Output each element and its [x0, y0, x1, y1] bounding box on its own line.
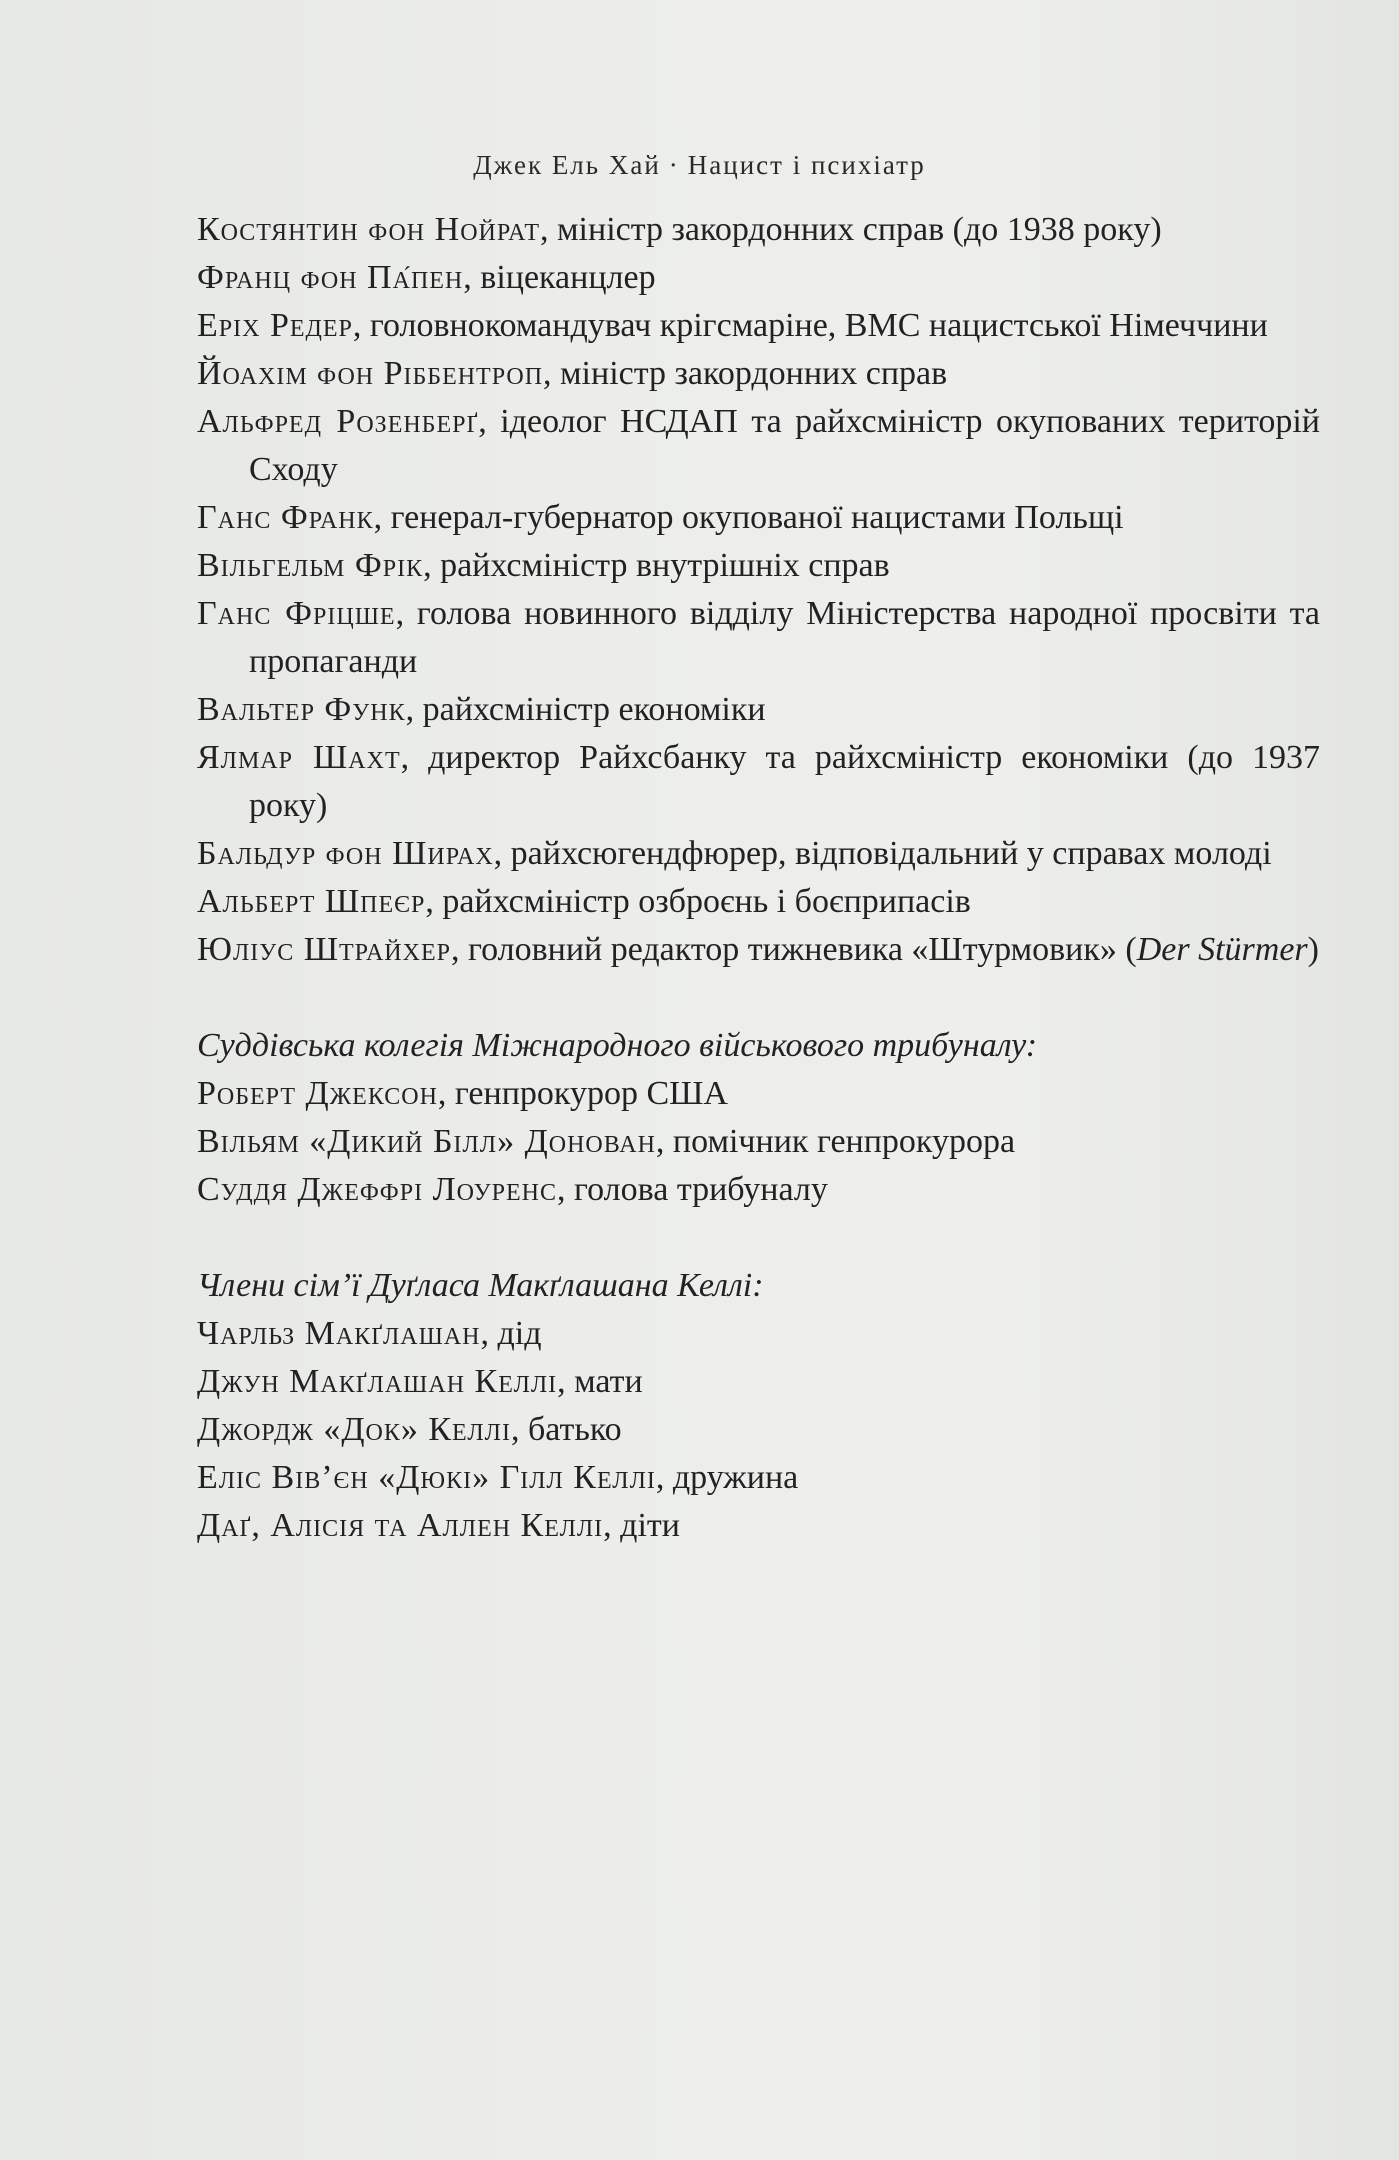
list-item: [197, 1406, 1320, 1454]
running-head-separator: ·: [668, 150, 680, 180]
person-description: , голова трибуналу: [557, 1171, 828, 1208]
person-description: , генпрокурор США: [437, 1075, 728, 1112]
person-name: Даґ, Алісія та Аллен Келлі: [197, 1507, 604, 1544]
person-name: Джун Макґлашан Келлі: [197, 1363, 558, 1400]
person-description: , райхсміністр внутрішніх справ: [423, 547, 890, 584]
list-item: [197, 1358, 1320, 1406]
list-item: [197, 302, 1320, 350]
person-description: , райхсюгендфюрер, відповідальний у справах молоді: [493, 835, 1272, 872]
person-description: , діти: [603, 1507, 680, 1544]
person-name: Вільгельм Фрік: [197, 547, 424, 584]
person-description-tail: ): [1307, 931, 1319, 968]
list-item: [197, 1118, 1320, 1166]
person-description: , помічник генпрокурора: [655, 1123, 1016, 1160]
person-name: Альфред Розенберґ: [197, 403, 479, 440]
person-description: , головнокомандувач крігсмаріне, ВМС нацистської Німеччини: [352, 307, 1268, 344]
list-item: [197, 1070, 1320, 1118]
person-name: Вальтер Функ: [197, 691, 406, 728]
person-name: Ганс Франк: [197, 499, 374, 536]
defendants-list: [197, 206, 1320, 974]
person-description: , генерал-губернатор окупованої нацистами Польщі: [373, 499, 1124, 536]
list-item: [197, 1454, 1320, 1502]
family-section: [197, 1262, 1320, 1550]
list-item: [197, 494, 1320, 542]
person-description: , головний редактор тижневика «Штурмовик» (: [450, 931, 1137, 968]
person-name: Альберт Шпеєр: [197, 883, 426, 920]
person-description: , директор Райхсбанку та райхсміністр економіки (до 1937 року): [249, 739, 1320, 824]
person-description: , дід: [480, 1315, 542, 1352]
list-item: [197, 1310, 1320, 1358]
list-item: [197, 254, 1320, 302]
person-name: Еріх Редер: [197, 307, 353, 344]
person-name: Франц фон Па́пен: [197, 259, 464, 296]
section-gap: [197, 1214, 1320, 1262]
list-item: [197, 686, 1320, 734]
person-description: , райхсміністр озброєнь і боєприпасів: [425, 883, 971, 920]
person-name: Вільям «Дикий Білл» Донован: [197, 1123, 656, 1160]
person-description: , батько: [510, 1411, 622, 1448]
person-name: Ганс Фріцше: [197, 595, 396, 632]
list-item: [197, 926, 1320, 974]
person-name: Йоахім фон Ріббентроп: [197, 355, 544, 392]
person-name: Чарльз Макґлашан: [197, 1315, 481, 1352]
person-description: , голова новинного відділу Міністерства народної просвіти та пропаганди: [249, 595, 1321, 680]
list-item: [197, 590, 1320, 686]
list-item: [197, 830, 1320, 878]
person-description: , ідеолог НСДАП та райхсміністр окупованих територій Сходу: [249, 403, 1320, 488]
list-item: [197, 350, 1320, 398]
section-heading: Суддівська колегія Міжнародного військового трибуналу:: [197, 1027, 1038, 1064]
list-item: [197, 734, 1320, 830]
running-head: [0, 150, 1399, 181]
list-item: [197, 878, 1320, 926]
tribunal-section: [197, 1022, 1320, 1214]
list-item: [197, 398, 1320, 494]
running-head-title: Нацист і психіатр: [687, 150, 926, 180]
person-description: , дружина: [655, 1459, 799, 1496]
list-item: [197, 542, 1320, 590]
list-item: [197, 206, 1320, 254]
person-name: Еліс Вів’єн «Дюкі» Гілл Келлі: [197, 1459, 656, 1496]
person-name: Джордж «Док» Келлі: [197, 1411, 511, 1448]
person-description: , мати: [557, 1363, 643, 1400]
person-description: , віцеканцлер: [463, 259, 656, 296]
section-gap: [197, 974, 1320, 1022]
person-name: Бальдур фон Ширах: [197, 835, 494, 872]
person-name: Юліус Штрайхер: [197, 931, 451, 968]
person-description: , міністр закордонних справ (до 1938 року): [540, 211, 1162, 248]
running-head-author: Джек Ель Хай: [473, 150, 661, 180]
section-heading: Члени сім’ї Дуґласа Макґлашана Келлі:: [197, 1267, 764, 1304]
list-item: [197, 1502, 1320, 1550]
page-body: [197, 206, 1320, 1550]
person-name: Ялмар Шахт: [197, 739, 401, 776]
person-description-italic: Der Stürmer: [1136, 931, 1308, 968]
person-name: Костянтин фон Нойрат: [197, 211, 541, 248]
person-description: , райхсміністр економіки: [405, 691, 766, 728]
person-name: Роберт Джексон: [197, 1075, 438, 1112]
person-description: , міністр закордонних справ: [543, 355, 948, 392]
list-item: [197, 1166, 1320, 1214]
person-name: Суддя Джеффрі Лоуренс: [197, 1171, 557, 1208]
